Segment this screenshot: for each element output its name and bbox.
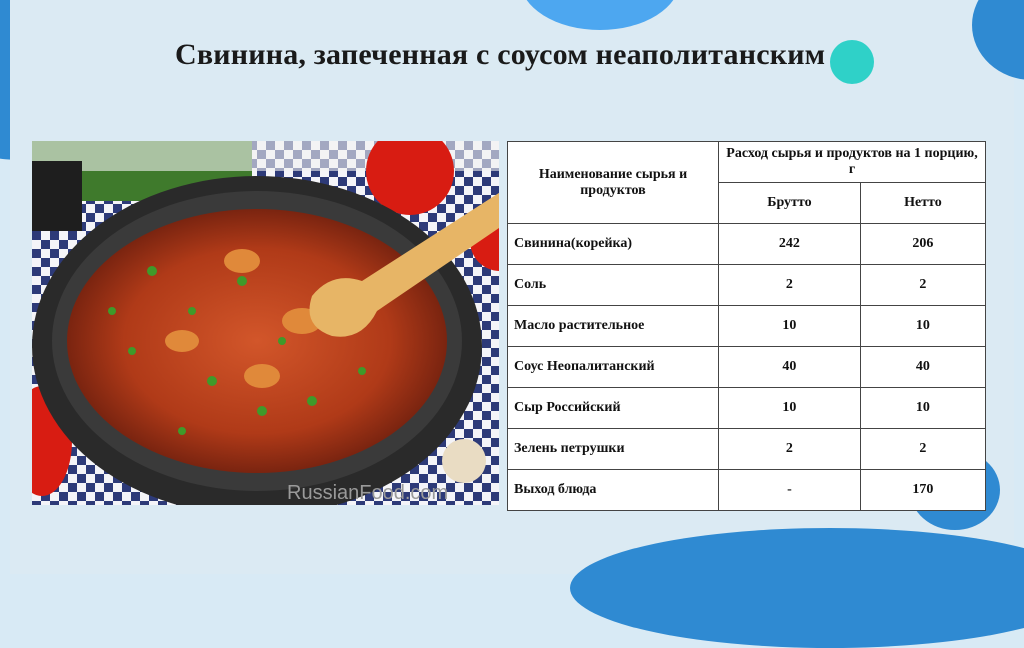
slide: [10, 0, 1014, 574]
ingredient-name: Соус Неопалитанский: [508, 347, 719, 388]
net-value: 10: [860, 388, 985, 429]
ingredient-name: Зелень петрушки: [508, 429, 719, 470]
watermark: RussianFood.com: [287, 482, 449, 504]
table-row: [508, 429, 986, 470]
table-row: [508, 224, 986, 265]
decor-blob-top-right: [972, 0, 1024, 80]
gross-value: 242: [719, 224, 861, 265]
gross-value: 10: [719, 388, 861, 429]
table-row: [508, 470, 986, 511]
ingredient-name: Свинина(корейка): [508, 224, 719, 265]
header-consumption: Расход сырья и продуктов на 1 порцию, г: [719, 142, 986, 183]
ingredient-name: Масло растительное: [508, 306, 719, 347]
food-photo: [32, 141, 499, 505]
gross-value: -: [719, 470, 861, 511]
gross-value: 2: [719, 429, 861, 470]
ingredient-name: Выход блюда: [508, 470, 719, 511]
table-row: [508, 388, 986, 429]
decor-blob-top: [520, 0, 680, 30]
ingredient-name: Сыр Российский: [508, 388, 719, 429]
net-value: 2: [860, 429, 985, 470]
decor-wave-bottom: [570, 528, 1024, 648]
recipe-table: [507, 141, 986, 511]
net-value: 206: [860, 224, 985, 265]
net-value: 170: [860, 470, 985, 511]
food-photo-icon: [32, 141, 499, 505]
gross-value: 2: [719, 265, 861, 306]
ingredient-name: Соль: [508, 265, 719, 306]
header-gross: Брутто: [719, 183, 861, 224]
header-name: Наименование сырья и продуктов: [508, 142, 719, 224]
net-value: 2: [860, 265, 985, 306]
slide-title: Свинина, запеченная с соусом неаполитанским: [175, 38, 826, 71]
net-value: 10: [860, 306, 985, 347]
net-value: 40: [860, 347, 985, 388]
header-net: Нетто: [860, 183, 985, 224]
table-row: [508, 265, 986, 306]
table-row: [508, 347, 986, 388]
table-row: [508, 306, 986, 347]
table-header-row: [508, 142, 986, 183]
gross-value: 10: [719, 306, 861, 347]
gross-value: 40: [719, 347, 861, 388]
